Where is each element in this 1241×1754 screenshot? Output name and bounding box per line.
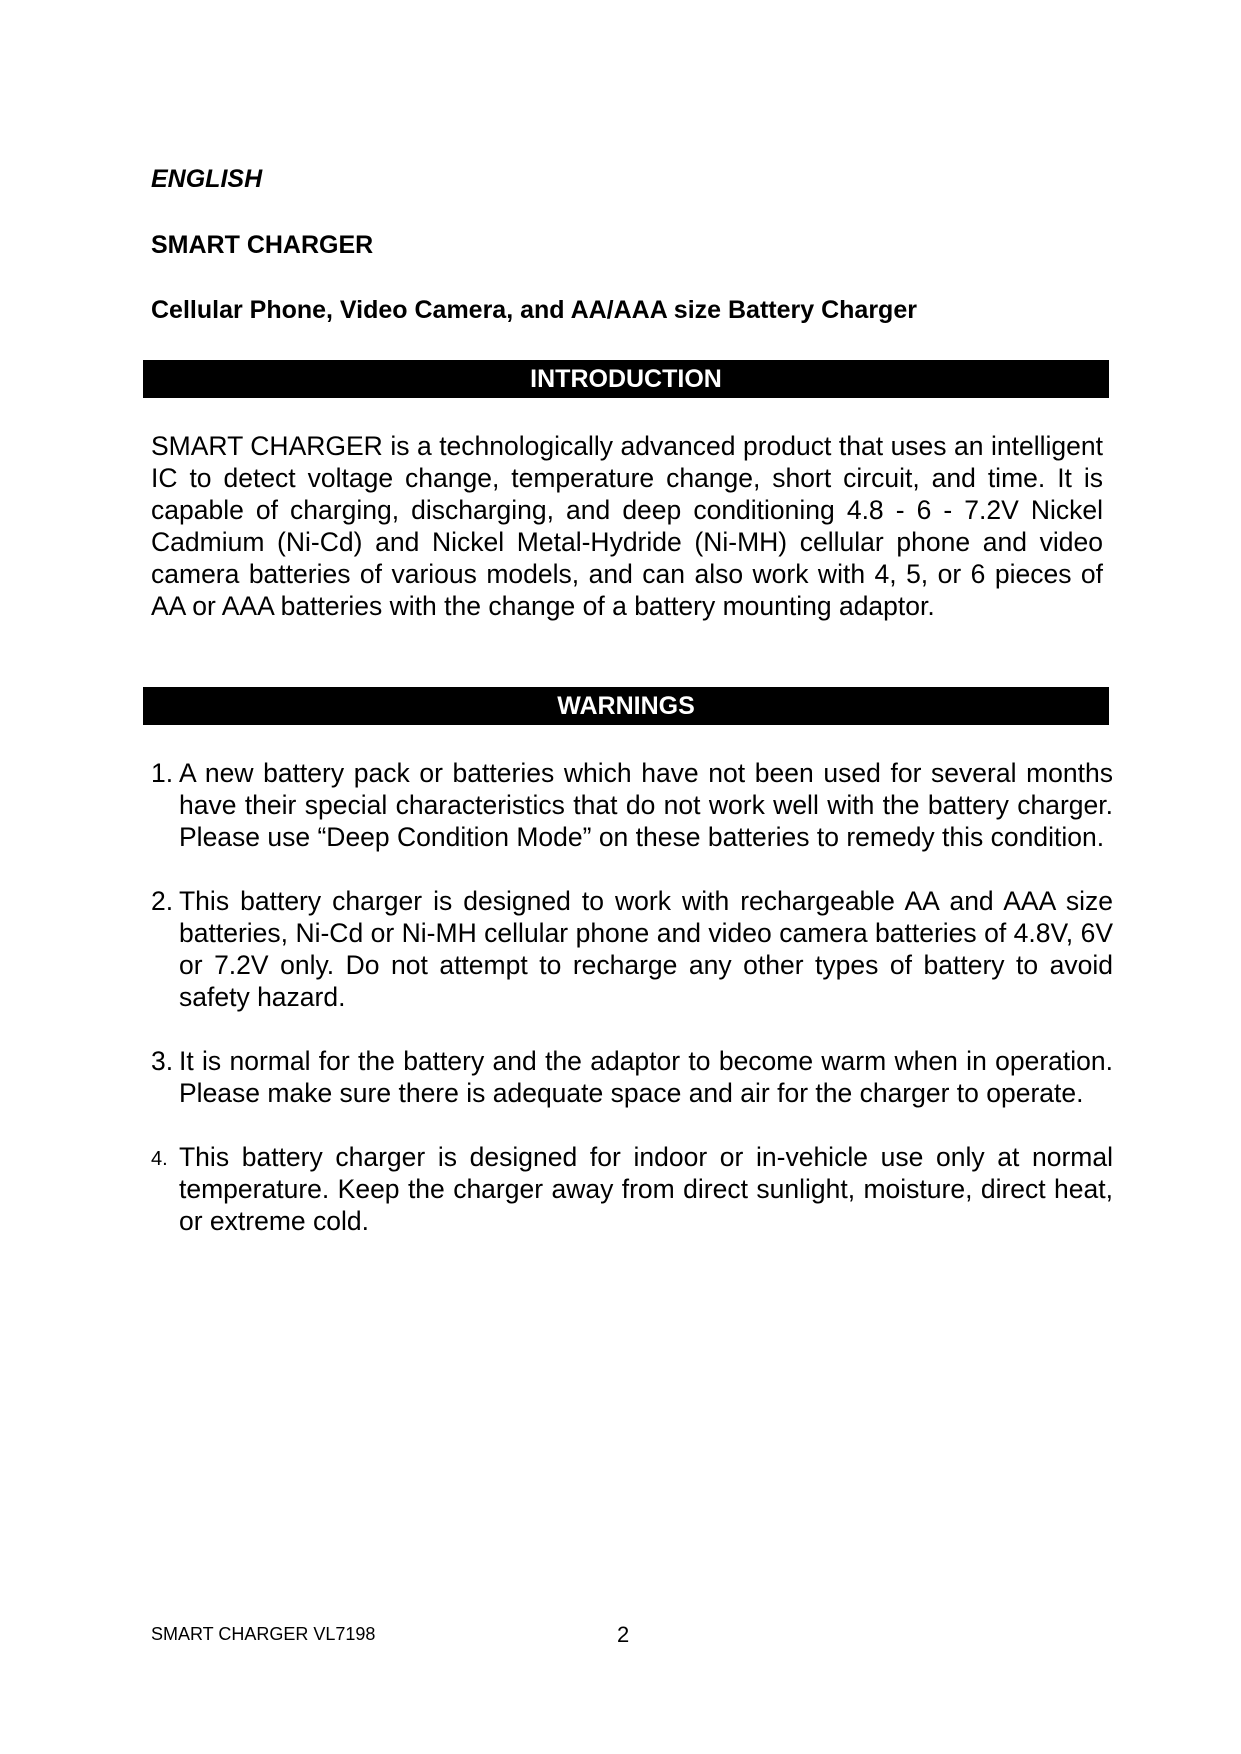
warning-text: This battery charger is designed for indoor or in-vehicle use only at normal temperature. Keep the charger away from direct sunlight, moisture, direct heat, or extreme cold. (179, 1142, 1113, 1236)
warning-number: 4. (151, 1148, 168, 1170)
warning-number: 2. (151, 886, 174, 916)
footer-document-name: SMART CHARGER VL7198 (151, 1624, 376, 1644)
introduction-text: SMART CHARGER is a technologically advanced product that uses an intelligent IC to detect voltage change, temperature change, short circuit, and time. It is capable of charging, discharging, and deep conditioning 4.8 - 6 - 7.2V Nickel Cadmium (Ni-Cd) and Nickel Metal-Hydride (Ni-MH) cellular phone and video camera batteries of various models, and can also work with 4, 5, or 6 pieces of AA or AAA batteries with the change of a battery mounting adaptor. (151, 431, 1103, 621)
warning-text: A new battery pack or batteries which have not been used for several months have their special characteristics that do not work well with the battery charger. Please use “Deep Condition Mode” on these batteries to remedy this condition. (179, 758, 1113, 852)
page-number: 2 (617, 1622, 630, 1647)
warning-item-1 (151, 757, 1113, 853)
product-subtitle: Cellular Phone, Video Camera, and AA/AAA size Battery Charger (151, 296, 917, 324)
language-label: ENGLISH (151, 165, 263, 193)
warning-item-4 (151, 1141, 1113, 1237)
warning-text: It is normal for the battery and the adaptor to become warm when in operation. Please make sure there is adequate space and air for the charger to operate. (179, 1046, 1113, 1108)
warning-number: 1. (151, 758, 174, 788)
warning-item-2 (151, 885, 1113, 1013)
warnings-list (151, 757, 1113, 1269)
introduction-heading: INTRODUCTION (143, 360, 1109, 398)
warning-number: 3. (151, 1046, 174, 1076)
warnings-heading: WARNINGS (143, 687, 1109, 725)
product-title: SMART CHARGER (151, 231, 374, 259)
warning-item-3 (151, 1045, 1113, 1109)
warning-text: This battery charger is designed to work with rechargeable AA and AAA size batteries, Ni-Cd or Ni-MH cellular phone and video camera batteries of 4.8V, 6V or 7.2V only. Do not attempt to recharge any other types of battery to avoid safety hazard. (179, 886, 1113, 1012)
